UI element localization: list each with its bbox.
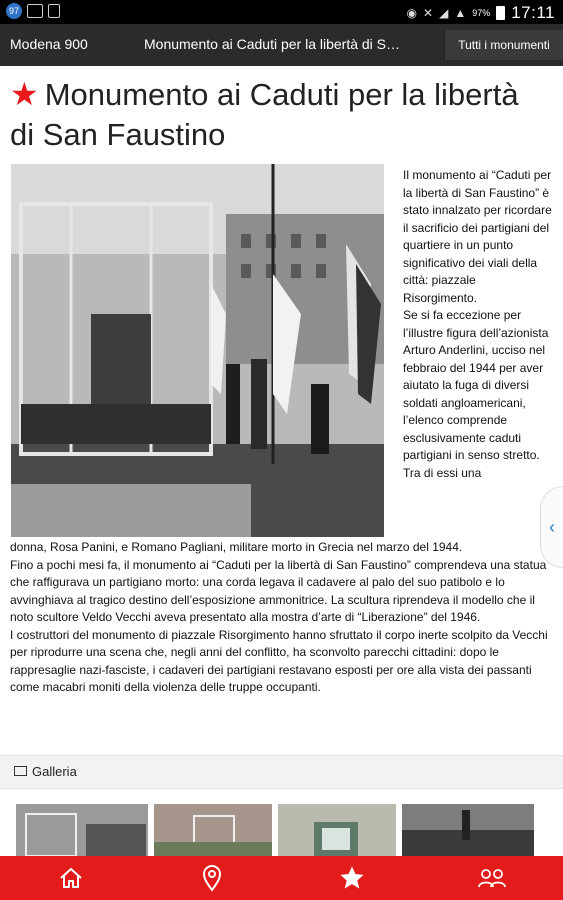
page-title-text: Monumento ai Caduti per la libertà di San Faustino [10,77,519,152]
body-text [10,539,555,697]
intro-text [403,167,553,482]
gallery-icon [14,766,27,776]
document-notification-icon [48,4,60,18]
image-notification-icon [27,4,43,18]
nav-map-button[interactable] [187,856,237,900]
gallery-thumbnail[interactable] [154,804,272,856]
star-icon [338,864,366,892]
body-paragraph-3: I costruttori del monumento di piazzale Risorgimento hanno sfruttato il corpo inerte scolpito da Vecchi per riprodurre una scena che, negli anni del conflitto, ha sconvolto parecchi cittadini: dopo le rappresaglie nazi-fasciste, i cadaveri dei partigiani restavano esposti per ore alla vista dei passanti come macabri moniti della violenza delle truppe occupanti. [10,627,548,694]
nav-home-button[interactable] [46,856,96,900]
gallery-thumbnails [16,804,534,856]
gallery-label: Galleria [32,764,77,779]
notification-badge: 97 [6,3,22,19]
monument-photo[interactable] [11,164,384,537]
chevron-left-icon: ‹ [549,517,555,537]
gallery-thumbnail[interactable] [16,804,148,856]
gallery-thumbnail[interactable] [402,804,534,856]
all-monuments-button[interactable]: Tutti i monumenti [444,30,563,60]
battery-icon [496,6,505,20]
action-bar-title: Monumento ai Caduti per la libertà di S… [144,36,401,52]
monument-photo-drawing [11,164,384,537]
star-icon: ★ [10,76,39,112]
gallery-thumbnail[interactable] [278,804,396,856]
home-icon [58,865,84,891]
battery-percent: 97% [472,8,491,18]
gallery-header[interactable] [0,755,563,789]
people-icon [477,866,507,890]
body-paragraph-2: Fino a pochi mesi fa, il monumento ai “Caduti per la libertà di San Faustino” comprendeva una statua che raffigurava un partigiano morto: una corda legava il cadavere al palo del suo patibolo e lo avvinghiava al tragico destino dell’esposizione ammonitrice. La scultura riprendeva il modello che il noto scultore Veldo Vecchi aveva presentato alla mostra d’arte di “Liberazione” del 1946. [10,557,547,624]
drawer-handle[interactable] [540,486,563,568]
eye-icon: ◉ [406,6,418,20]
status-left [6,3,60,19]
intro-paragraph-2: Se si fa eccezione per l’illustre figura dell’azionista Arturo Anderlini, ucciso nel febbraio del 1944 per aver aiutato la fuga di diversi soldati angloamericani, l’elenco comprende esclusivamente caduti partigiani in senso stretto. Tra di essi una [403,308,549,480]
status-right [407,3,555,23]
clock: 17:11 [511,3,555,22]
nav-favorites-button[interactable] [327,856,377,900]
page-title [10,74,550,155]
body-paragraph-1: donna, Rosa Panini, e Romano Pagliani, militare morto in Grecia nel marzo del 1944. [10,540,463,554]
intro-paragraph-1: Il monumento ai “Caduti per la libertà di San Faustino” è stato innalzato per ricordare il sacrificio dei partigiani del quartiere in un punto significativo dei viali della città: piazzale Risorgimento. [403,168,552,305]
wifi-icon: ◢ [439,6,449,20]
signal-icon: ▲ [454,6,467,20]
nav-people-button[interactable] [467,856,517,900]
action-bar [0,24,563,66]
map-pin-icon [200,864,224,892]
content-area[interactable] [0,66,563,856]
mute-icon: ✕ [423,6,434,20]
app-name[interactable]: Modena 900 [10,36,88,52]
bottom-navigation [0,856,563,900]
status-bar [0,0,563,24]
